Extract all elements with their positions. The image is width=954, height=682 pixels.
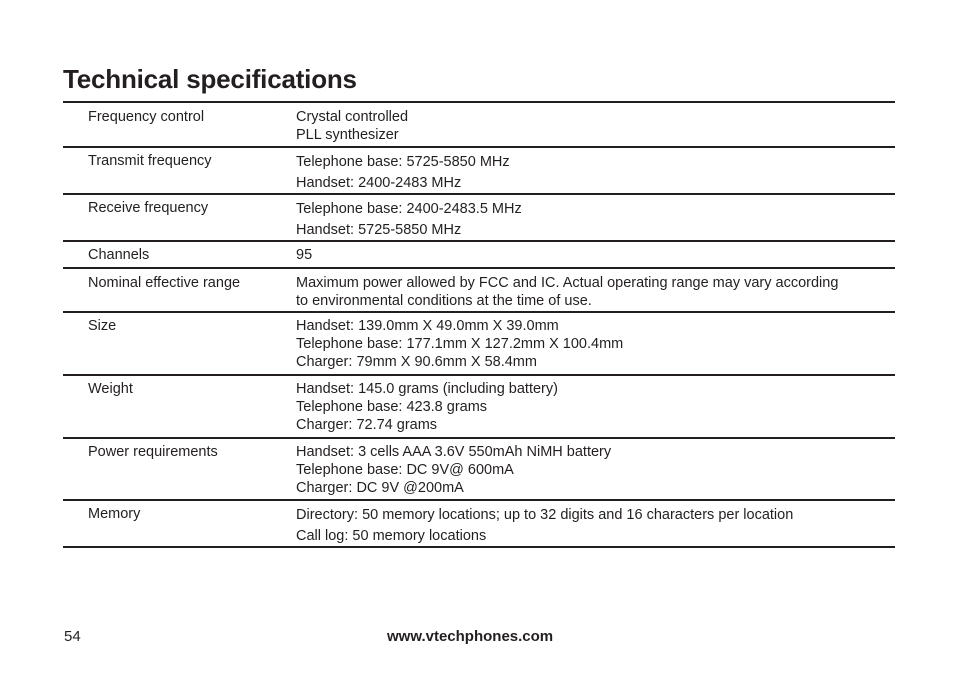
spec-row [63,195,895,242]
spec-label: Size [88,318,117,334]
spec-values [296,317,895,374]
spec-value: Directory: 50 memory locations; up to 32 digits and 16 characters per location [296,507,794,523]
spec-label: Memory [88,506,141,522]
page-number: 54 [64,628,81,645]
spec-values [296,246,895,267]
spec-label: Weight [88,381,133,397]
spec-row [63,103,895,148]
spec-values [296,152,895,193]
spec-value: Handset: 139.0mm X 49.0mm X 39.0mm [296,318,559,334]
spec-row [63,269,895,313]
spec-value: Charger: 72.74 grams [296,417,438,433]
spec-row [63,501,895,548]
spec-row [63,376,895,439]
spec-value: Crystal controlled [296,109,409,125]
spec-values [296,274,895,311]
spec-value: Charger: DC 9V @200mA [296,480,464,496]
spec-values [296,505,895,546]
spec-value: PLL synthesizer [296,127,399,143]
spec-value: Telephone base: 2400-2483.5 MHz [296,201,522,217]
spec-label: Receive frequency [88,200,209,216]
spec-values [296,199,895,240]
spec-value: Telephone base: 423.8 grams [296,399,488,415]
spec-row [63,313,895,376]
spec-values [296,443,895,499]
spec-label: Power requirements [88,444,218,460]
spec-value: Handset: 145.0 grams (including battery) [296,381,558,397]
spec-value: Handset: 3 cells AAA 3.6V 550mAh NiMH battery [296,444,612,460]
spec-label: Frequency control [88,109,205,125]
page-title: Technical specifications [63,64,357,94]
spec-value: Telephone base: DC 9V@ 600mA [296,462,514,478]
spec-value: to environmental conditions at the time of use. [296,293,592,309]
spec-value: Telephone base: 5725-5850 MHz [296,154,510,170]
spec-label: Channels [88,247,150,263]
spec-label: Nominal effective range [88,275,241,291]
spec-value: Call log: 50 memory locations [296,528,487,544]
spec-value: Handset: 5725-5850 MHz [296,222,462,238]
spec-label: Transmit frequency [88,153,212,169]
spec-values [296,380,895,437]
spec-values [296,108,895,146]
spec-row [63,242,895,269]
spec-value: Telephone base: 177.1mm X 127.2mm X 100.4mm [296,336,624,352]
spec-value: Charger: 79mm X 90.6mm X 58.4mm [296,354,537,370]
spec-row [63,148,895,195]
spec-value: 95 [296,247,313,263]
website-url: www.vtechphones.com [387,628,554,645]
spec-value: Handset: 2400-2483 MHz [296,175,462,191]
spec-value: Maximum power allowed by FCC and IC. Actual operating range may vary according [296,275,839,291]
spec-row [63,439,895,501]
spec-table [63,101,895,548]
